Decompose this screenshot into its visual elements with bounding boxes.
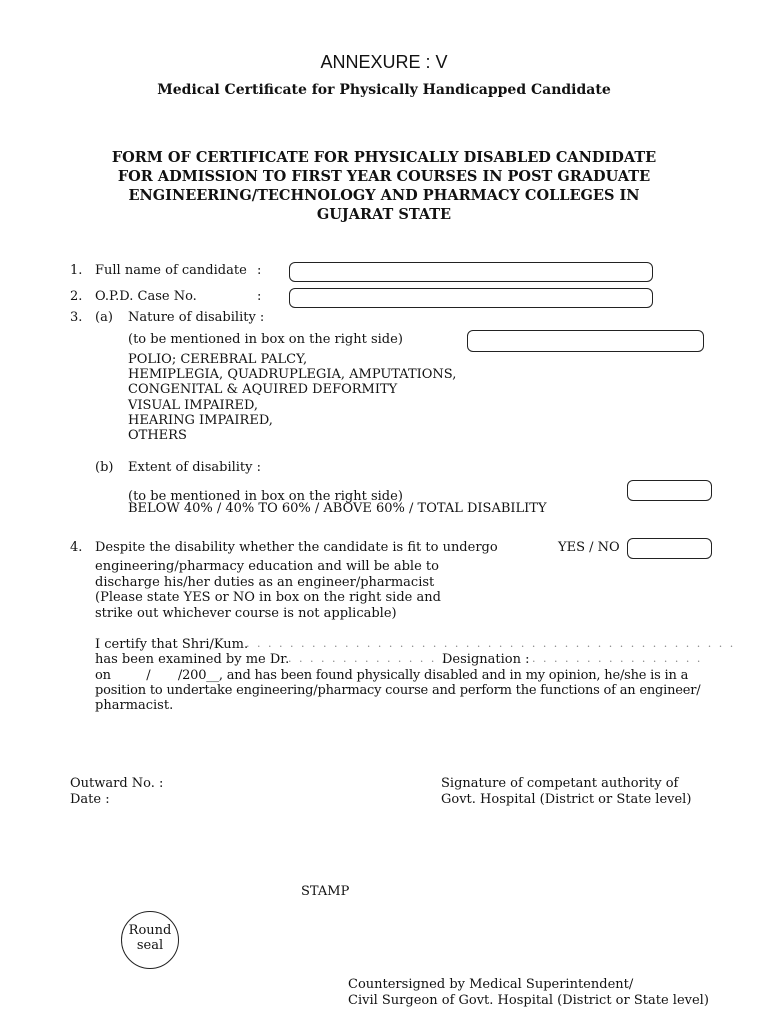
round-seal	[121, 911, 179, 969]
signature-line-2: Govt. Hospital (District or State level)	[441, 792, 692, 807]
seal-text-line-1: Round	[128, 923, 172, 938]
certificate-subtitle: Medical Certificate for Physically Handicapped Candidate	[157, 82, 611, 98]
countersigned-line-2: Civil Surgeon of Govt. Hospital (District or State level)	[348, 993, 709, 1008]
full-name-label: Full name of candidate	[95, 263, 247, 278]
designation-dotted-line[interactable]: . . . . . . . . . . . . . . . .	[532, 652, 703, 665]
fitness-question-line: discharge his/her duties as an engineer/pharmacist	[95, 575, 435, 590]
item-2-number: 2.	[70, 289, 83, 304]
nature-of-disability-label: Nature of disability :	[128, 310, 265, 325]
doctor-dotted-line[interactable]: . . . . . . . . . . . . . . .	[288, 652, 448, 665]
signature-line-1: Signature of competant authority of	[441, 776, 679, 791]
fitness-question-line: engineering/pharmacy education and will be able to	[95, 559, 439, 574]
disability-option: VISUAL IMPAIRED,	[128, 398, 259, 413]
fitness-question-line: Despite the disability whether the candidate is fit to undergo	[95, 540, 498, 555]
form-title-line-1: FORM OF CERTIFICATE FOR PHYSICALLY DISABLED CANDIDATE	[111, 149, 657, 166]
designation-label: Designation :	[442, 652, 530, 667]
date-label: Date :	[70, 792, 110, 807]
fitness-question-line: strike out whichever course is not applicable)	[95, 606, 397, 621]
form-title-line-4: GUJARAT STATE	[316, 206, 452, 223]
disability-option: OTHERS	[128, 428, 187, 443]
disability-option: HEARING IMPAIRED,	[128, 413, 273, 428]
yes-no-box[interactable]	[627, 538, 712, 559]
disability-option: POLIO; CEREBRAL PALCY,	[128, 352, 308, 367]
fitness-question-line: (Please state YES or NO in box on the right side and	[95, 590, 441, 605]
extent-of-disability-box[interactable]	[627, 480, 712, 501]
disability-option: HEMIPLEGIA, QUADRUPLEGIA, AMPUTATIONS,	[128, 367, 457, 382]
extent-options: BELOW 40% / 40% TO 60% / ABOVE 60% / TOTAL DISABILITY	[128, 501, 547, 516]
full-name-colon: :	[257, 263, 262, 278]
opd-case-label: O.P.D. Case No.	[95, 289, 197, 304]
item-3b-marker: (b)	[95, 460, 114, 475]
nature-of-disability-box[interactable]	[467, 330, 704, 352]
form-title-line-2: FOR ADMISSION TO FIRST YEAR COURSES IN POST GRADUATE	[117, 168, 651, 185]
shri-kum-dotted-line[interactable]: . . . . . . . . . . . . . . . . . . . . . . . . . . . . . . . . . . . . . . . . . . . . .	[246, 637, 736, 650]
item-1-number: 1.	[70, 263, 83, 278]
opd-case-box[interactable]	[289, 288, 653, 308]
countersigned-line-1: Countersigned by Medical Superintendent/	[348, 977, 634, 992]
certify-line-5: pharmacist.	[95, 698, 174, 713]
certify-line-3: on / /200__, and has been found physically disabled and in my opinion, he/she is in a	[95, 668, 689, 683]
yes-no-label: YES / NO	[558, 540, 620, 555]
full-name-box[interactable]	[289, 262, 653, 282]
item-3-number: 3.	[70, 310, 83, 325]
certify-line-4: position to undertake engineering/pharmacy course and perform the functions of an engineer/	[95, 683, 701, 698]
item-3a-marker: (a)	[95, 310, 113, 325]
item-4-number: 4.	[70, 540, 83, 555]
certify-prefix: I certify that Shri/Kum.	[95, 637, 249, 652]
extent-of-disability-label: Extent of disability :	[128, 460, 262, 475]
extent-note: (to be mentioned in box on the right side)	[128, 489, 403, 504]
outward-no-label: Outward No. :	[70, 776, 164, 791]
disability-option: CONGENITAL & AQUIRED DEFORMITY	[128, 382, 398, 397]
stamp-label: STAMP	[301, 884, 350, 899]
opd-case-colon: :	[257, 289, 262, 304]
annexure-heading: ANNEXURE : V	[320, 52, 448, 72]
examined-by-prefix: has been examined by me Dr.	[95, 652, 290, 667]
nature-note: (to be mentioned in box on the right side)	[128, 332, 403, 347]
form-title-line-3: ENGINEERING/TECHNOLOGY AND PHARMACY COLLEGES IN	[128, 187, 640, 204]
seal-text-line-2: seal	[136, 938, 164, 953]
